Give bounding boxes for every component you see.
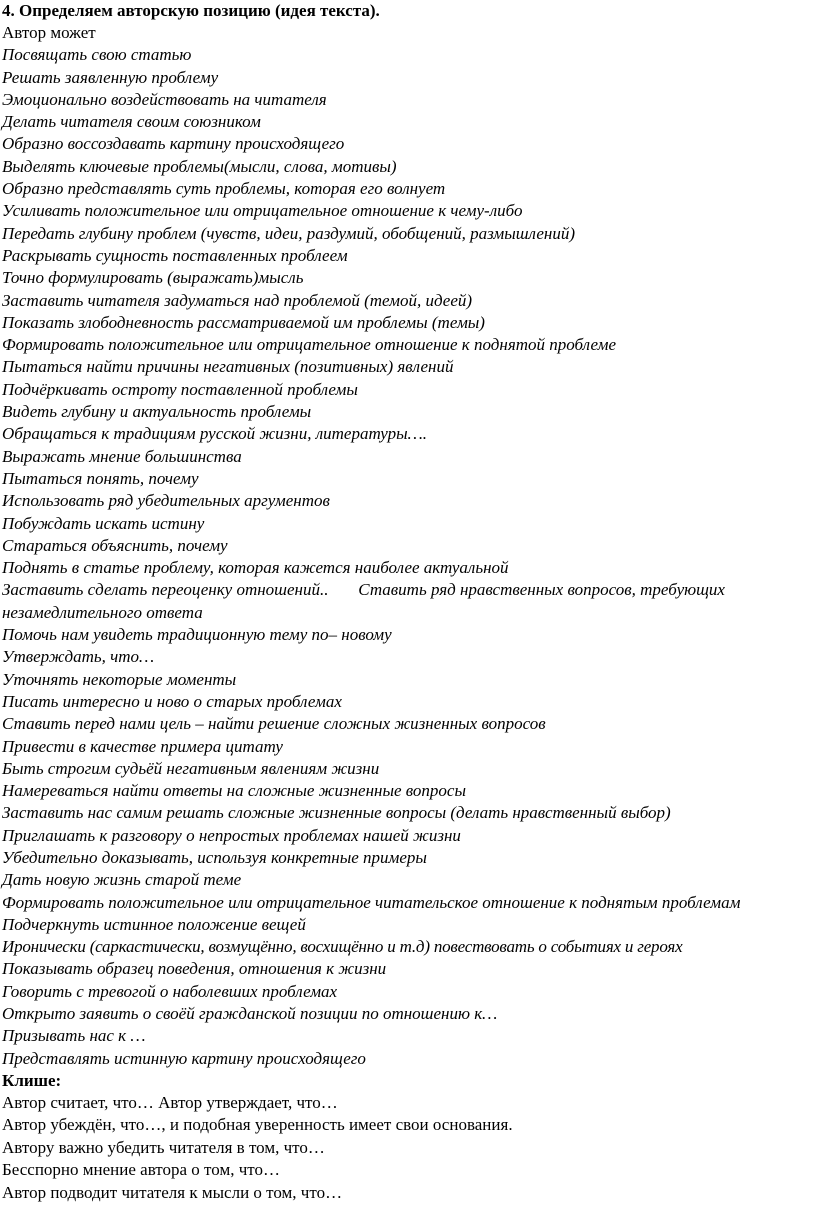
list-item: Выражать мнение большинства	[2, 446, 242, 466]
cliche-item: Бесспорно мнение автора о том, что…	[2, 1160, 280, 1180]
list-item: Показывать образец поведения, отношения к жизни	[2, 959, 387, 979]
author-actions-list	[2, 44, 816, 1070]
list-item: Показать злободневность рассматриваемой им проблемы (темы)	[2, 312, 485, 332]
intro-line: Автор может	[2, 23, 96, 42]
list-item: Стараться объяснить, почему	[2, 535, 228, 555]
cliche-heading: Клише:	[2, 1070, 62, 1090]
list-item: Иронически (саркастически, возмущённо, восхищённо и т.д) повествовать о событиях и героях	[2, 937, 683, 957]
list-item: Решать заявленную проблему	[2, 67, 219, 87]
list-item: Передать глубину проблем (чувств, идеи, раздумий, обобщений, размышлений)	[2, 223, 576, 243]
list-item: Открыто заявить о своёй гражданской позиции по отношению к…	[2, 1004, 498, 1024]
list-item: Точно формулировать (выражать)мысль	[2, 268, 304, 288]
list-item: Формировать положительное или отрицательное читательское отношение к поднятым проблемам	[2, 892, 741, 912]
list-item: Представлять истинную картину происходящего	[2, 1048, 366, 1068]
list-item: Говорить с тревогой о наболевших проблемах	[2, 981, 338, 1001]
list-item: Пытаться понять, почему	[2, 468, 199, 488]
list-item: Приглашать к разговору о непростых проблемах нашей жизни	[2, 825, 461, 845]
list-item: Образно представлять суть проблемы, которая его волнует	[2, 179, 446, 199]
list-item: Посвящать свою статью	[2, 45, 192, 65]
list-item: Раскрывать сущность поставленных проблеем	[2, 245, 348, 265]
list-item: Подчёркивать остроту поставленной проблемы	[2, 379, 358, 399]
list-item: Ставить перед нами цель – найти решение сложных жизненных вопросов	[2, 714, 546, 734]
list-item: Призывать нас к …	[2, 1026, 146, 1046]
cliche-item: Автор подводит читателя к мысли о том, что…	[2, 1182, 343, 1202]
list-item: Убедительно доказывать, используя конкретные примеры	[2, 847, 427, 867]
list-item: Пытаться найти причины негативных (позитивных) явлений	[2, 357, 454, 377]
list-item: Писать интересно и ново о старых проблемах	[2, 691, 342, 711]
list-item: Помочь нам увидеть традиционную тему по– новому	[2, 625, 392, 645]
cliche-list	[2, 1092, 816, 1205]
list-item: Быть строгим судьёй негативным явлениям жизни	[2, 758, 380, 778]
list-item: Намереваться найти ответы на сложные жизненные вопросы	[2, 781, 466, 801]
list-item: Формировать положительное или отрицательное отношение к поднятой проблеме	[2, 335, 617, 355]
list-item: Поднять в статье проблему, которая кажется наиболее актуальной	[2, 558, 509, 578]
list-item: Привести в качестве примера цитату	[2, 736, 283, 756]
cliche-item: Автор считает, что… Автор утверждает, что…	[2, 1092, 338, 1112]
list-item: Видеть глубину и актуальность проблемы	[2, 402, 312, 422]
list-item: Делать читателя своим союзником	[2, 112, 261, 132]
list-item: Обращаться к традициям русской жизни, литературы….	[2, 424, 428, 444]
list-item: Побуждать искать истину	[2, 513, 205, 533]
list-item: Усиливать положительное или отрицательное отношение к чему-либо	[2, 201, 523, 221]
list-item: Заставить нас самим решать сложные жизненные вопросы (делать нравственный выбор)	[2, 803, 671, 823]
list-item: Утверждать, что…	[2, 647, 155, 667]
list-item: Подчеркнуть истинное положение вещей	[2, 914, 306, 934]
section-heading: 4. Определяем авторскую позицию (идея текста).	[2, 1, 380, 20]
list-item: Заставить сделать переоценку отношений.. Ставить ряд нравственных вопросов, требующих незамедлительного ответа	[2, 580, 730, 622]
cliche-item: Автору важно убедить читателя в том, что…	[2, 1137, 325, 1157]
list-item: Эмоционально воздействовать на читателя	[2, 89, 327, 109]
list-item: Образно воссоздавать картину происходящего	[2, 134, 345, 154]
list-item: Использовать ряд убедительных аргументов	[2, 491, 330, 511]
cliche-item: Автор убеждён, что…, и подобная уверенность имеет свои основания.	[2, 1115, 513, 1135]
list-item: Заставить читателя задуматься над проблемой (темой, идеей)	[2, 290, 473, 310]
list-item: Уточнять некоторые моменты	[2, 669, 237, 689]
list-item: Выделять ключевые проблемы(мысли, слова, мотивы)	[2, 156, 397, 176]
list-item: Дать новую жизнь старой теме	[2, 870, 242, 890]
